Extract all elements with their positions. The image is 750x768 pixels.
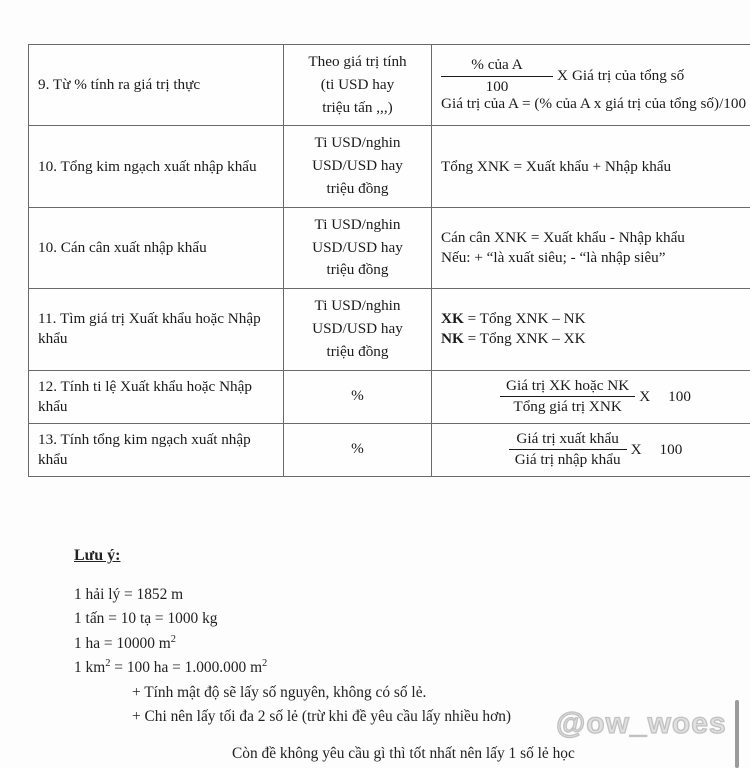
unit-line: %	[351, 440, 364, 458]
row-formula-cell	[432, 207, 750, 288]
unit-line: (ti USD hay	[320, 75, 395, 93]
notes-section	[74, 548, 714, 762]
note-final-line: Còn đề không yêu cầu gì thì tốt nhất nên lấy 1 số lẻ học	[232, 745, 575, 763]
formula-expression	[441, 309, 750, 349]
note-bullet: + Chi nên lấy tối đa 2 số lẻ (trừ khi đề yêu cầu lấy nhiều hơn)	[132, 708, 512, 726]
row-unit-cell	[284, 370, 432, 423]
row-name-cell	[29, 126, 284, 207]
fraction	[441, 56, 553, 95]
unit-line: %	[351, 387, 364, 405]
fraction-numerator: Giá trị XK hoặc NK	[506, 376, 630, 394]
operator-symbol: X	[557, 67, 568, 85]
operator-symbol: X	[639, 387, 651, 405]
row-formula-cell	[432, 370, 750, 423]
row-name-text: 12. Tính ti lệ Xuất khẩu hoặc Nhập khẩu	[38, 377, 252, 415]
row-name-text: 11. Tìm giá trị Xuất khẩu hoặc Nhập khẩu	[38, 310, 261, 348]
conversion-text: = 100 ha = 1.000.000 m	[110, 659, 263, 677]
formula-term-rest: = Tổng XNK – NK	[463, 310, 586, 328]
conversion-line: 1 tấn = 10 tạ = 1000 kg	[74, 610, 218, 628]
formula-expression	[441, 56, 750, 114]
formula-factor: Giá trị của tổng số	[571, 67, 685, 85]
note-bullet: + Tính mật độ sẽ lấy số nguyên, không có số lẻ.	[132, 683, 427, 701]
formula-multiplier: 100	[668, 387, 691, 405]
formula-line: Nếu: + “là xuất siêu; - “là nhập siêu”	[441, 248, 666, 266]
formula-term-bold: NK	[441, 330, 464, 348]
unit-line: USD/USD hay	[312, 157, 403, 175]
row-name-cell	[29, 45, 284, 126]
unit-line: USD/USD hay	[312, 238, 403, 256]
row-name-text: 9. Từ % tính ra giá trị thực	[38, 76, 201, 94]
unit-line: triệu đồng	[326, 179, 389, 197]
unit-line: triệu tấn ,,,)	[322, 98, 393, 116]
unit-line: triệu đồng	[326, 342, 389, 360]
table-row	[29, 45, 750, 126]
row-name-text: 13. Tính tổng kim ngạch xuất nhập khẩu	[38, 430, 251, 468]
formula-line	[441, 329, 750, 349]
row-name-cell	[29, 207, 284, 288]
formula-line: Cán cân XNK = Xuất khẩu - Nhập khẩu	[441, 228, 685, 246]
row-unit-cell	[284, 207, 432, 288]
fraction-denominator: Giá trị nhập khẩu	[509, 449, 627, 470]
formula-expression	[441, 157, 750, 177]
conversion-line: 1 hải lý = 1852 m	[74, 586, 184, 603]
formula-expression	[441, 430, 750, 470]
watermark: @ow_woes	[556, 707, 727, 740]
fraction-denominator: Tổng giá trị XNK	[500, 396, 635, 417]
unit-line: USD/USD hay	[312, 319, 403, 337]
table-row	[29, 423, 750, 476]
formula-note: Giá trị của A = (% của A x giá trị của tổng số)/100	[441, 94, 747, 112]
conversion-text: 1 ha = 10000 m	[74, 634, 171, 652]
conversion-line	[74, 633, 714, 652]
row-unit-cell	[284, 45, 432, 126]
row-formula-cell	[432, 126, 750, 207]
formula-line	[441, 309, 750, 329]
formula-expression	[441, 228, 750, 268]
unit-line: Ti USD/nghin	[314, 134, 401, 152]
row-unit-cell	[284, 423, 432, 476]
conversion-line	[74, 660, 714, 675]
row-name-cell	[29, 289, 284, 370]
table-row	[29, 289, 750, 370]
formula-expression	[441, 377, 750, 417]
unit-line: Ti USD/nghin	[314, 215, 401, 233]
unit-line: triệu đồng	[326, 261, 389, 279]
conversion-text: 1 km	[74, 659, 106, 677]
notes-title: Lưu ý:	[74, 547, 121, 564]
row-unit-cell	[284, 126, 432, 207]
unit-line: Theo giá trị tính	[308, 53, 407, 70]
table-row	[29, 370, 750, 423]
row-formula-cell	[432, 289, 750, 370]
row-name-cell	[29, 370, 284, 423]
row-formula-cell	[432, 45, 750, 126]
formula-term-bold: XK	[441, 310, 464, 328]
fraction	[509, 430, 627, 470]
row-name-text: 10. Cán cân xuất nhập khẩu	[38, 238, 207, 256]
superscript: 2	[105, 658, 111, 670]
formula-table	[28, 44, 750, 477]
table-row	[29, 207, 750, 288]
fraction-numerator: % của A	[471, 56, 523, 74]
row-name-cell	[29, 423, 284, 476]
unit-line: Ti USD/nghin	[314, 297, 401, 315]
operator-symbol: X	[630, 440, 642, 458]
formula-term-rest: = Tổng XNK – XK	[463, 330, 586, 348]
table-row	[29, 126, 750, 207]
row-name-text: 10. Tổng kim ngạch xuất nhập khẩu	[38, 157, 257, 175]
scrollbar[interactable]	[735, 700, 739, 768]
superscript: 2	[262, 658, 268, 670]
fraction	[500, 377, 635, 417]
formula-multiplier: 100	[659, 440, 683, 458]
formula-line: Tổng XNK = Xuất khẩu + Nhập khẩu	[441, 157, 672, 175]
fraction-denominator: 100	[485, 77, 509, 95]
row-formula-cell	[432, 423, 750, 476]
superscript: 2	[170, 633, 176, 645]
fraction-numerator: Giá trị xuất khẩu	[516, 429, 619, 447]
row-unit-cell	[284, 289, 432, 370]
